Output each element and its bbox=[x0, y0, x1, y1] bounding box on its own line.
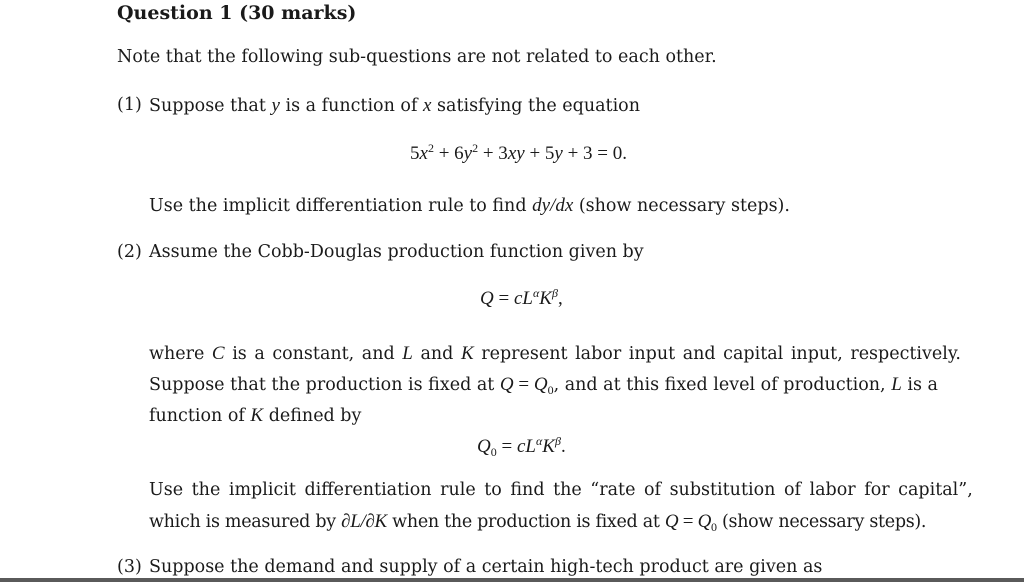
subquestion-2-number: (2) bbox=[117, 242, 142, 262]
subquestion-1-number: (1) bbox=[117, 95, 142, 115]
subquestion-2-line1: where C is a constant, and L and K represent labor input and capital input, respectively. bbox=[149, 343, 961, 364]
equation-implicit: $5x^2 + 6y^2 + 3xy + 5y + 3 = 0$. bbox=[410, 141, 628, 164]
window-bottom-edge bbox=[0, 578, 1024, 582]
subquestion-2-line3: function of K defined by bbox=[149, 405, 362, 426]
subquestion-1-instruction: Use the implicit differentiation rule to find dy/dx (show necessary steps). bbox=[149, 195, 790, 216]
subquestion-1-intro: Suppose that y is a function of x satisfying the equation bbox=[149, 95, 640, 116]
subquestion-3-text: Suppose the demand and supply of a certain high-tech product are given as bbox=[149, 557, 823, 577]
subquestion-2-line5: which is measured by ∂L/∂K when the production is fixed at $Q = Q_0$ (show necessary steps). bbox=[149, 511, 927, 534]
subquestion-2-intro: Assume the Cobb-Douglas production function given by bbox=[149, 242, 644, 262]
equation-cobb-douglas: $Q = cL^\alpha K^\beta$, bbox=[480, 286, 563, 309]
note-text: Note that the following sub-questions are not related to each other. bbox=[117, 47, 717, 67]
subquestion-2-line4: Use the implicit differentiation rule to find the “rate of substitution of labor for capital”, bbox=[149, 480, 973, 500]
question-heading: Question 1 (30 marks) bbox=[117, 2, 357, 24]
equation-fixed-production: $Q_0 = cL^\alpha K^\beta$. bbox=[477, 434, 566, 459]
subquestion-2-line2: Suppose that the production is fixed at $Q = Q_0$, and at this fixed level of production, L is a bbox=[149, 374, 938, 397]
subquestion-3-number: (3) bbox=[117, 557, 142, 577]
